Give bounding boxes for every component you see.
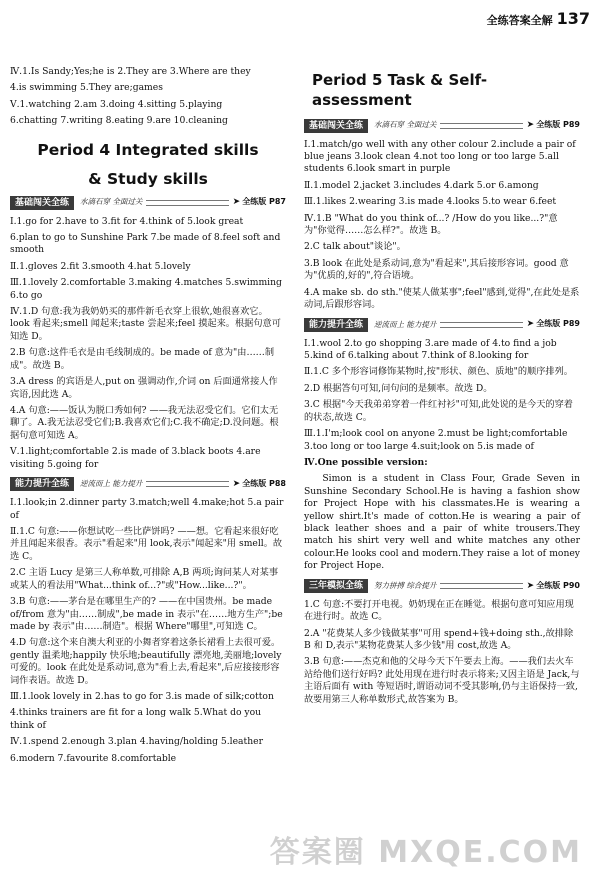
answer-line: 6.plan to go to Sunshine Park 7.be made of 8.feel soft and smooth <box>10 231 281 256</box>
section-ability-p5-answers <box>304 338 580 573</box>
section-bar-basic-p5 <box>304 119 580 133</box>
section-mock-answers <box>304 599 580 706</box>
section-bar-ability-p5 <box>304 318 580 332</box>
section-bar-ability <box>10 477 286 491</box>
period5-title: Period 5 Task & Self-assessment <box>312 71 488 110</box>
answer-line: 2.C 主语 Lucy 是第三人称单数,可排除 A,B 两项;询问某人对某事或某人的看法用"What...think of...?"或"How...like...?"。 <box>10 567 279 591</box>
answer-line: 4.D 句意:这个来自澳大利亚的小舞者穿着这条长裙看上去很可爱。gently 温柔地;happily 快乐地;beautifully 漂亮地,美丽地;lovely 可爱的。look 在此处是系动词,意为"看上去,看起来",后应接接形容词作表语。故选 D。 <box>10 637 282 686</box>
section-subtitle: 逆流而上 能力提升 <box>80 479 143 489</box>
answer-line: 6.chatting 7.writing 8.eating 9.are 10.cleaning <box>10 115 228 127</box>
answer-line: Ⅰ.1.match/go well with any other colour 2.include a pair of blue jeans 3.look clean 4.not too long or too large 5.all students 6.look smart in purple <box>304 138 576 175</box>
period4-title-line2: & Study skills <box>88 169 208 188</box>
answer-line: Ⅲ.1.look lovely in 2.has to go for 3.is made of silk;cotton <box>10 691 274 703</box>
page-ref <box>527 318 580 330</box>
bar-divider <box>440 583 522 589</box>
left-column <box>10 66 286 769</box>
section-tag: 能力提升全练 <box>10 477 74 491</box>
section-tag: 基础闯关全练 <box>10 196 74 210</box>
answer-line: 2.C talk about"谈论"。 <box>304 241 406 253</box>
answer-line: Ⅱ.1.C 多个形容词修饰某物时,按"形状、颜色、质地"的顺序排列。 <box>304 366 573 378</box>
page-header <box>487 8 590 30</box>
arrow-icon: ➤ <box>526 319 535 330</box>
answer-line: 6.modern 7.favourite 8.comfortable <box>10 752 177 764</box>
section-tag: 能力提升全练 <box>304 318 368 332</box>
answer-line: 2.B 句意:这件毛衣是由毛线制成的。be made of 意为"由……制成"。故选 B。 <box>10 347 275 371</box>
answer-line: 4.A make sb. do sth."使某人做某事";feel"感到,觉得",在此处是系动词,后跟形容词。 <box>304 286 580 311</box>
period4-title <box>10 140 286 190</box>
bar-divider <box>440 322 522 328</box>
answer-line: Ⅴ.1.light;comfortable 2.is made of 3.black boots 4.are visiting 5.going for <box>10 446 261 470</box>
answer-line: 2.D 根据答句可知,问句问的是频率。故选 D。 <box>304 382 493 394</box>
page-ref <box>233 196 286 208</box>
answer-line: 4.is swimming 5.They are;games <box>10 82 163 94</box>
answer-line: Ⅱ.1.gloves 2.fit 3.smooth 4.hat 5.lovely <box>10 260 191 272</box>
section-tag: 三年模拟全练 <box>304 579 368 593</box>
answer-line: Ⅱ.1.C 句意:——你想试吃一些比萨饼吗? ——想。它看起来很好吃并且闻起来很香。表示"看起来"用 look,表示"闻起来"用 smell。故选 C。 <box>10 525 283 562</box>
answer-line: 2.A "花费某人多少钱做某事"可用 spend+钱+doing sth.,故排除 B 和 D,表示"某物花费某人多少钱"用 cost,故选 A。 <box>304 627 574 651</box>
section-bar-mock <box>304 579 580 593</box>
arrow-icon: ➤ <box>232 479 241 490</box>
answer-line: Ⅲ.1.I'm;look cool on anyone 2.must be light;comfortable 3.too long or too large 4.suit;look on 5.is made of <box>304 428 568 452</box>
answer-line: Ⅰ.1.go for 2.have to 3.fit for 4.think of 5.look great <box>10 215 244 227</box>
arrow-icon: ➤ <box>232 197 241 208</box>
page-ref <box>233 478 286 490</box>
section-tag: 基础闯关全练 <box>304 119 368 133</box>
essay-text: Simon is a student in Class Four, Grade Seven in Sunshine Secondary School.He is having a fashion show for Project Hope with his classmates.He is wearing a yellow shirt.It's made of cotton.He is wearing a pair of black leather shoes and a pair of white trousers.They match his shirt very well and white matches any other colour.He looks cool and modern.They raise a lot of money for Project Hope. <box>304 473 580 572</box>
section-subtitle: 努力拼搏 综合提升 <box>374 580 437 590</box>
page-ref <box>527 580 580 592</box>
answer-line: Ⅲ.1.likes 2.wearing 3.is made 4.looks 5.to wear 6.feet <box>304 196 557 208</box>
section-bar-basic <box>10 196 286 210</box>
period4-title-line1: Period 4 Integrated skills <box>37 140 259 159</box>
right-column <box>304 70 580 710</box>
page-ref <box>527 119 580 131</box>
answer-line: Ⅰ.1.wool 2.to go shopping 3.are made of 4.to find a job 5.kind of 6.talking about 7.think of 8.looking for <box>304 337 557 361</box>
bar-divider <box>146 481 228 487</box>
section-subtitle: 水滴石穿 全面过关 <box>374 120 437 130</box>
answer-line: 3.B 句意:——茅台是在哪里生产的? ——在中国贵州。be made of/from 意为"由……制成",be made in 表示"在……地方生产";be made by 表示"由……制造"。根据 Where"哪里",可知选 C。 <box>10 596 283 632</box>
answer-line: Ⅴ.1.watching 2.am 3.doing 4.sitting 5.playing <box>10 98 223 110</box>
answer-line: 4.A 句意:——饭认为脱口秀如何? ——我无法忍受它们。它们太无聊了。A.我无法忍受它们;B.我喜欢它们;C.我不确定;D.没问题。根据句意可知选 A。 <box>10 405 279 441</box>
page-ref-text: 全练版 P89 <box>536 319 580 329</box>
answer-line: 3.C 根据"今天我弟弟穿着一件红衬衫"可知,此处说的是今天的穿着的状态,故选 C。 <box>304 399 573 423</box>
answer-line: 3.B look 在此处是系动词,意为"看起来",其后接形容词。good 意为"优质的,好的",符合语境。 <box>304 257 569 282</box>
bar-divider <box>440 123 522 129</box>
section-subtitle: 逆流而上 能力提升 <box>374 319 437 329</box>
section-subtitle: 水滴石穿 全面过关 <box>80 197 143 207</box>
page-ref-text: 全练版 P88 <box>242 479 286 489</box>
bar-divider <box>146 200 228 206</box>
page-ref-text: 全练版 P89 <box>536 120 580 130</box>
answer-line: 1.C 句意:不要打开电视。奶奶现在正在睡觉。根据句意可知应用现在进行时。故选 C。 <box>304 598 574 623</box>
answer-line: 4.thinks trainers are fit for a long walk 5.What do you think of <box>10 707 262 731</box>
arrow-icon: ➤ <box>526 580 535 591</box>
watermark: 答案圈 MXQE.COM <box>269 834 582 870</box>
answer-line: Ⅳ.1.B "What do you think of...? /How do you like...?"意为"你觉得……怎么样?"。故选 B。 <box>304 212 558 237</box>
left-top-block <box>10 66 286 128</box>
section-basic-answers <box>10 216 286 472</box>
arrow-icon: ➤ <box>526 120 535 131</box>
page-ref-text: 全练版 P90 <box>536 580 580 590</box>
header-title: 全练答案全解 <box>486 14 553 27</box>
answer-line: Ⅲ.1.lovely 2.comfortable 3.making 4.matches 5.swimming 6.to go <box>10 277 282 301</box>
section-basic-p5-answers <box>304 139 580 312</box>
page-ref-text: 全练版 P87 <box>242 197 286 207</box>
answer-line: Ⅳ.1.Is Sandy;Yes;he is 2.They are 3.Where are they <box>10 66 251 77</box>
answer-line: Ⅱ.1.model 2.jacket 3.includes 4.dark 5.or 6.among <box>304 179 539 191</box>
answer-line: Ⅳ.1.spend 2.enough 3.plan 4.having/holding 5.leather <box>10 736 263 748</box>
essay-label: Ⅳ.One possible version: <box>304 456 428 468</box>
section-ability-answers <box>10 497 286 765</box>
answer-line: 3.A dress 的宾语是人,put on 强调动作,介词 on 后面通常接人作宾语,因此选 A。 <box>10 376 278 400</box>
answer-line: Ⅳ.1.D 句意:我为我奶奶买的那件新毛衣穿上很软,她很喜欢它。look 看起来;smell 闻起来;taste 尝起来;feel 摸起来。根据句意可知选 D。 <box>10 306 281 342</box>
answer-line: Ⅰ.1.look;in 2.dinner party 3.match;well 4.make;hot 5.a pair of <box>10 497 284 521</box>
answer-line: 3.B 句意:——杰克和他的父母今天下午要去上海。——我们去火车站给他们送行好吗? 此处用现在进行时表示将来;又因主语是 Jack,与主语后面有 with 等短语时,谓语动词不受其影响,仍与主语保持一致,故要用第三人称单数形式,故答案为 B。 <box>304 656 580 705</box>
page-number: 137 <box>556 9 590 28</box>
